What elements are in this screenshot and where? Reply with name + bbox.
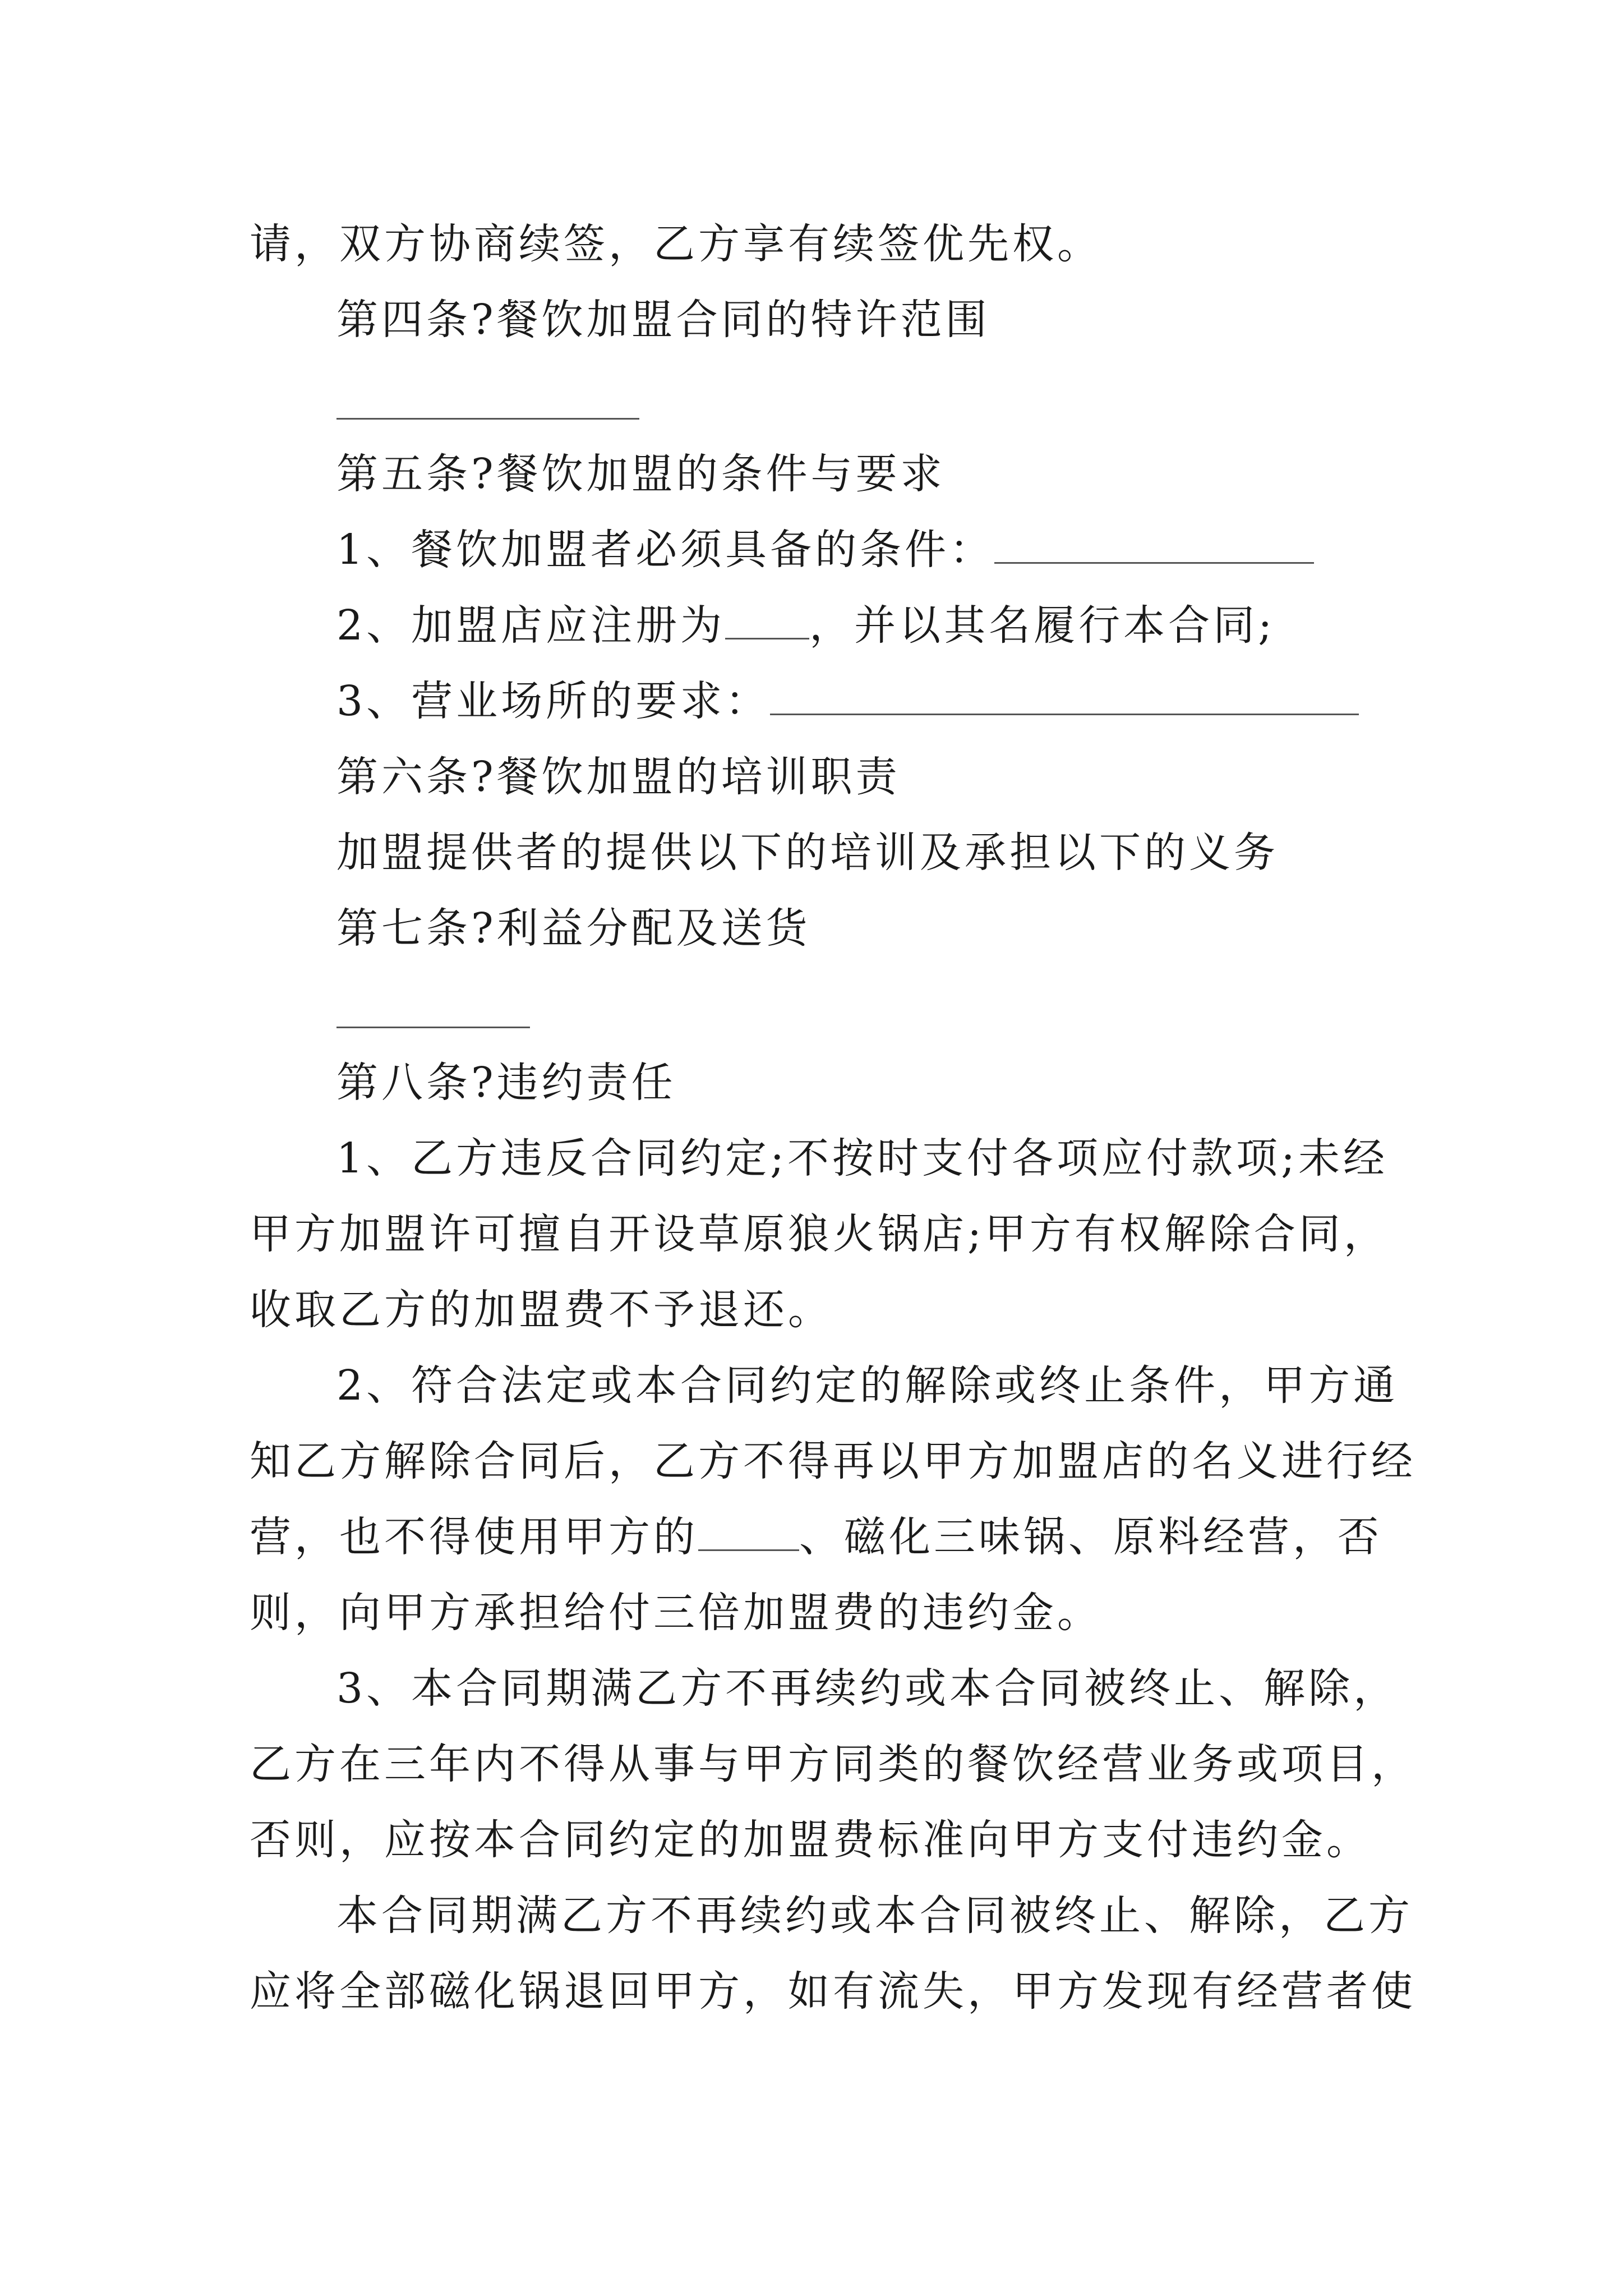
article-6-heading: 第六条?餐饮加盟的培训职责 <box>336 753 901 801</box>
article-4-heading: 第四条?餐饮加盟合同的特许范围 <box>336 296 990 344</box>
paragraph-line: 请，双方协商续签，乙方享有续签优先权。 <box>250 220 1102 268</box>
blank-line-article-7 <box>336 1027 530 1028</box>
paragraph-line: 知乙方解除合同后，乙方不得再以甲方加盟店的名义进行经 <box>250 1437 1416 1485</box>
fill-in-blank <box>770 678 1359 715</box>
paragraph-line: 乙方在三年内不得从事与甲方同类的餐饮经营业务或项目， <box>250 1740 1416 1788</box>
paragraph-line: 收取乙方的加盟费不予退还。 <box>250 1286 833 1334</box>
item-text: 营，也不得使用甲方的 <box>250 1513 698 1561</box>
item-text: 1、餐饮加盟者必须具备的条件： <box>336 526 995 574</box>
article-5-item-3 <box>336 673 1359 729</box>
paragraph-line: 则，向甲方承担给付三倍加盟费的违约金。 <box>250 1589 1102 1637</box>
item-text: 、磁化三味锅、原料经营，否 <box>799 1513 1382 1561</box>
paragraph-line: 应将全部磁化锅退回甲方，如有流失，甲方发现有经营者使 <box>250 1967 1416 2016</box>
article-7-heading: 第七条?利益分配及送货 <box>336 904 811 953</box>
item-text: ，并以其名履行本合同; <box>809 601 1276 650</box>
paragraph-line: 2、符合法定或本合同约定的解除或终止条件，甲方通 <box>336 1361 1399 1410</box>
blank-line-article-4 <box>336 418 639 420</box>
article-5-item-2 <box>336 597 1275 654</box>
article-5-item-1 <box>336 522 1314 578</box>
paragraph-line <box>250 1509 1382 1565</box>
paragraph-line: 1、乙方违反合同约定;不按时支付各项应付款项;未经 <box>336 1134 1388 1182</box>
fill-in-blank <box>698 1513 799 1551</box>
paragraph-line: 本合同期满乙方不再续约或本合同被终止、解除，乙方 <box>336 1892 1413 1940</box>
fill-in-blank <box>994 526 1314 564</box>
item-text: 3、营业场所的要求： <box>336 677 771 725</box>
article-6-text: 加盟提供者的提供以下的培训及承担以下的义务 <box>336 829 1279 877</box>
fill-in-blank <box>725 602 809 639</box>
article-5-heading: 第五条?餐饮加盟的条件与要求 <box>336 450 946 498</box>
article-8-heading: 第八条?违约责任 <box>336 1059 676 1107</box>
paragraph-line: 3、本合同期满乙方不再续约或本合同被终止、解除， <box>336 1664 1399 1713</box>
paragraph-line: 否则，应按本合同约定的加盟费标准向甲方支付违约金。 <box>250 1816 1371 1864</box>
item-text: 2、加盟店应注册为 <box>336 601 726 650</box>
paragraph-line: 甲方加盟许可擅自开设草原狼火锅店;甲方有权解除合同， <box>250 1210 1389 1258</box>
